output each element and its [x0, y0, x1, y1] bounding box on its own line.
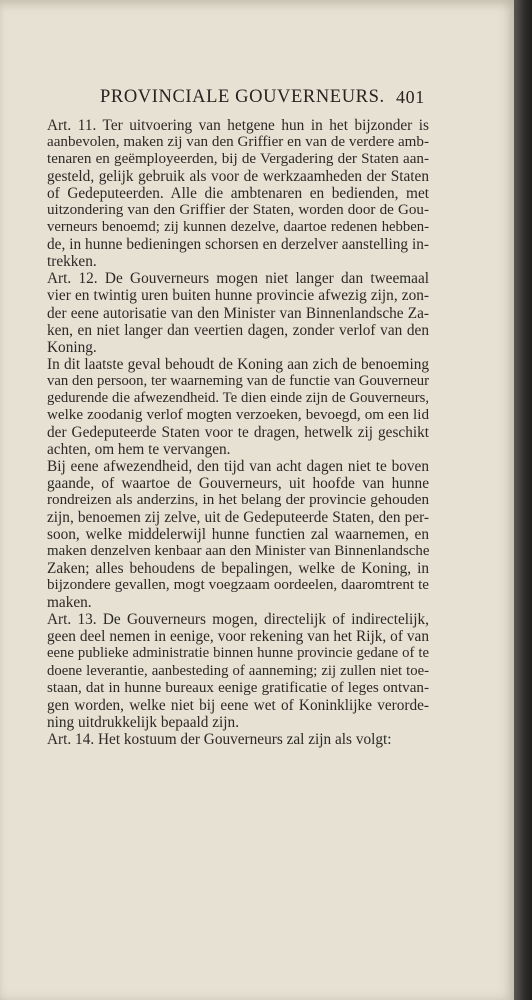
text-line: der Gedeputeerde Staten voor te dragen, hetwelk zij geschikt: [47, 423, 429, 441]
text-line: rondreizen als anderzins, in het belang der provincie gehouden: [47, 492, 429, 509]
text-line: gedurende die afwezendheid. Te dien einde zijn de Gouverneurs,: [47, 389, 429, 406]
text-line: Art. 12. De Gouverneurs mogen niet langer dan tweemaal: [47, 270, 429, 288]
text-line: In dit laatste geval behoudt de Koning aan zich de benoeming: [47, 355, 429, 373]
text-line: welke zoodanig verlof mogten verzoeken, bevoegd, om een lid: [47, 406, 429, 423]
running-header: [100, 87, 440, 108]
text-line: bijzondere gevallen, mogt voegzaam oordeelen, daaromtrent te: [47, 577, 429, 594]
text-line: van den persoon, ter waarneming van de functie van Gouverneur: [47, 372, 429, 389]
text-line: der eene autorisatie van den Minister van Binnenlandsche Za-: [47, 304, 429, 322]
text-line: soon, welke middelerwijl hunne functien zal waarnemen, en: [47, 526, 429, 544]
text-line: tenaren en geëmployeerden, bij de Vergadering der Staten aan-: [47, 151, 429, 168]
text-line: verneurs benoemd; zij kunnen dezelve, daartoe redenen hebben-: [47, 219, 429, 236]
running-title: PROVINCIALE GOUVERNEURS.: [100, 87, 385, 107]
text-line: Art. 13. De Gouverneurs mogen, directelijk of indirectelijk,: [47, 611, 429, 629]
book-edge: [514, 0, 532, 1000]
text-line: gesteld, gelijk gebruik als voor de werkzaamheden der Staten: [47, 168, 429, 186]
text-line: uitzondering van den Griffier der Staten, worden door de Gou-: [47, 202, 429, 219]
text-line: of Gedeputeerden. Alle die ambtenaren en bedienden, met: [47, 185, 429, 203]
text-line: geen deel nemen in eenige, voor rekening van het Rijk, of van: [47, 628, 429, 646]
text-line: maken denzelven kenbaar aan den Minister van Binnenlandsche: [47, 543, 430, 560]
page-number: 401: [396, 87, 425, 107]
text-line: Art. 11. Ter uitvoering van hetgene hun in het bijzonder is: [47, 117, 429, 134]
text-line: eene publieke administratie binnen hunne provincie gedane of te: [47, 645, 429, 662]
text-line: ning uitdrukkelijk bepaald zijn.: [47, 713, 240, 731]
text-line: gaande, of waartoe de Gouverneurs, uit hoofde van hunne: [47, 474, 429, 492]
text-line: ken, en niet langer dan veertien dagen, zonder verlof van den: [47, 321, 429, 339]
text-line: Zaken; alles behoudens de bepalingen, welke de Koning, in: [47, 560, 429, 578]
text-line: maken.: [47, 594, 92, 612]
text-line: aanbevolen, maken zij van den Griffier en van de verdere amb-: [47, 134, 429, 151]
text-line: gen worden, welke niet bij eene wet of Koninklijke verorde-: [47, 696, 429, 714]
text-line: trekken.: [47, 253, 97, 271]
text-line: zijn, benoemen zij zelve, uit de Gedeputeerde Staten, den per-: [47, 509, 429, 527]
text-line: Bij eene afwezendheid, den tijd van acht dagen niet te boven: [47, 457, 429, 475]
text-line: vier en twintig uren buiten hunne provincie afwezig zijn, zon-: [47, 287, 429, 305]
body-text: [47, 117, 429, 748]
text-line: Art. 14. Het kostuum der Gouverneurs zal zijn als volgt:: [47, 730, 392, 748]
text-line: Koning.: [47, 338, 97, 356]
text-line: de, in hunne bedieningen schorsen en derzelver aanstelling in-: [47, 236, 429, 254]
text-line: doene leverantie, aanbesteding of aanneming; zij zullen niet toe-: [47, 662, 429, 679]
text-line: staan, dat in hunne bureaux eenige gratificatie of leges ontvan-: [47, 679, 429, 696]
text-line: achten, om hem te vervangen.: [47, 440, 231, 458]
